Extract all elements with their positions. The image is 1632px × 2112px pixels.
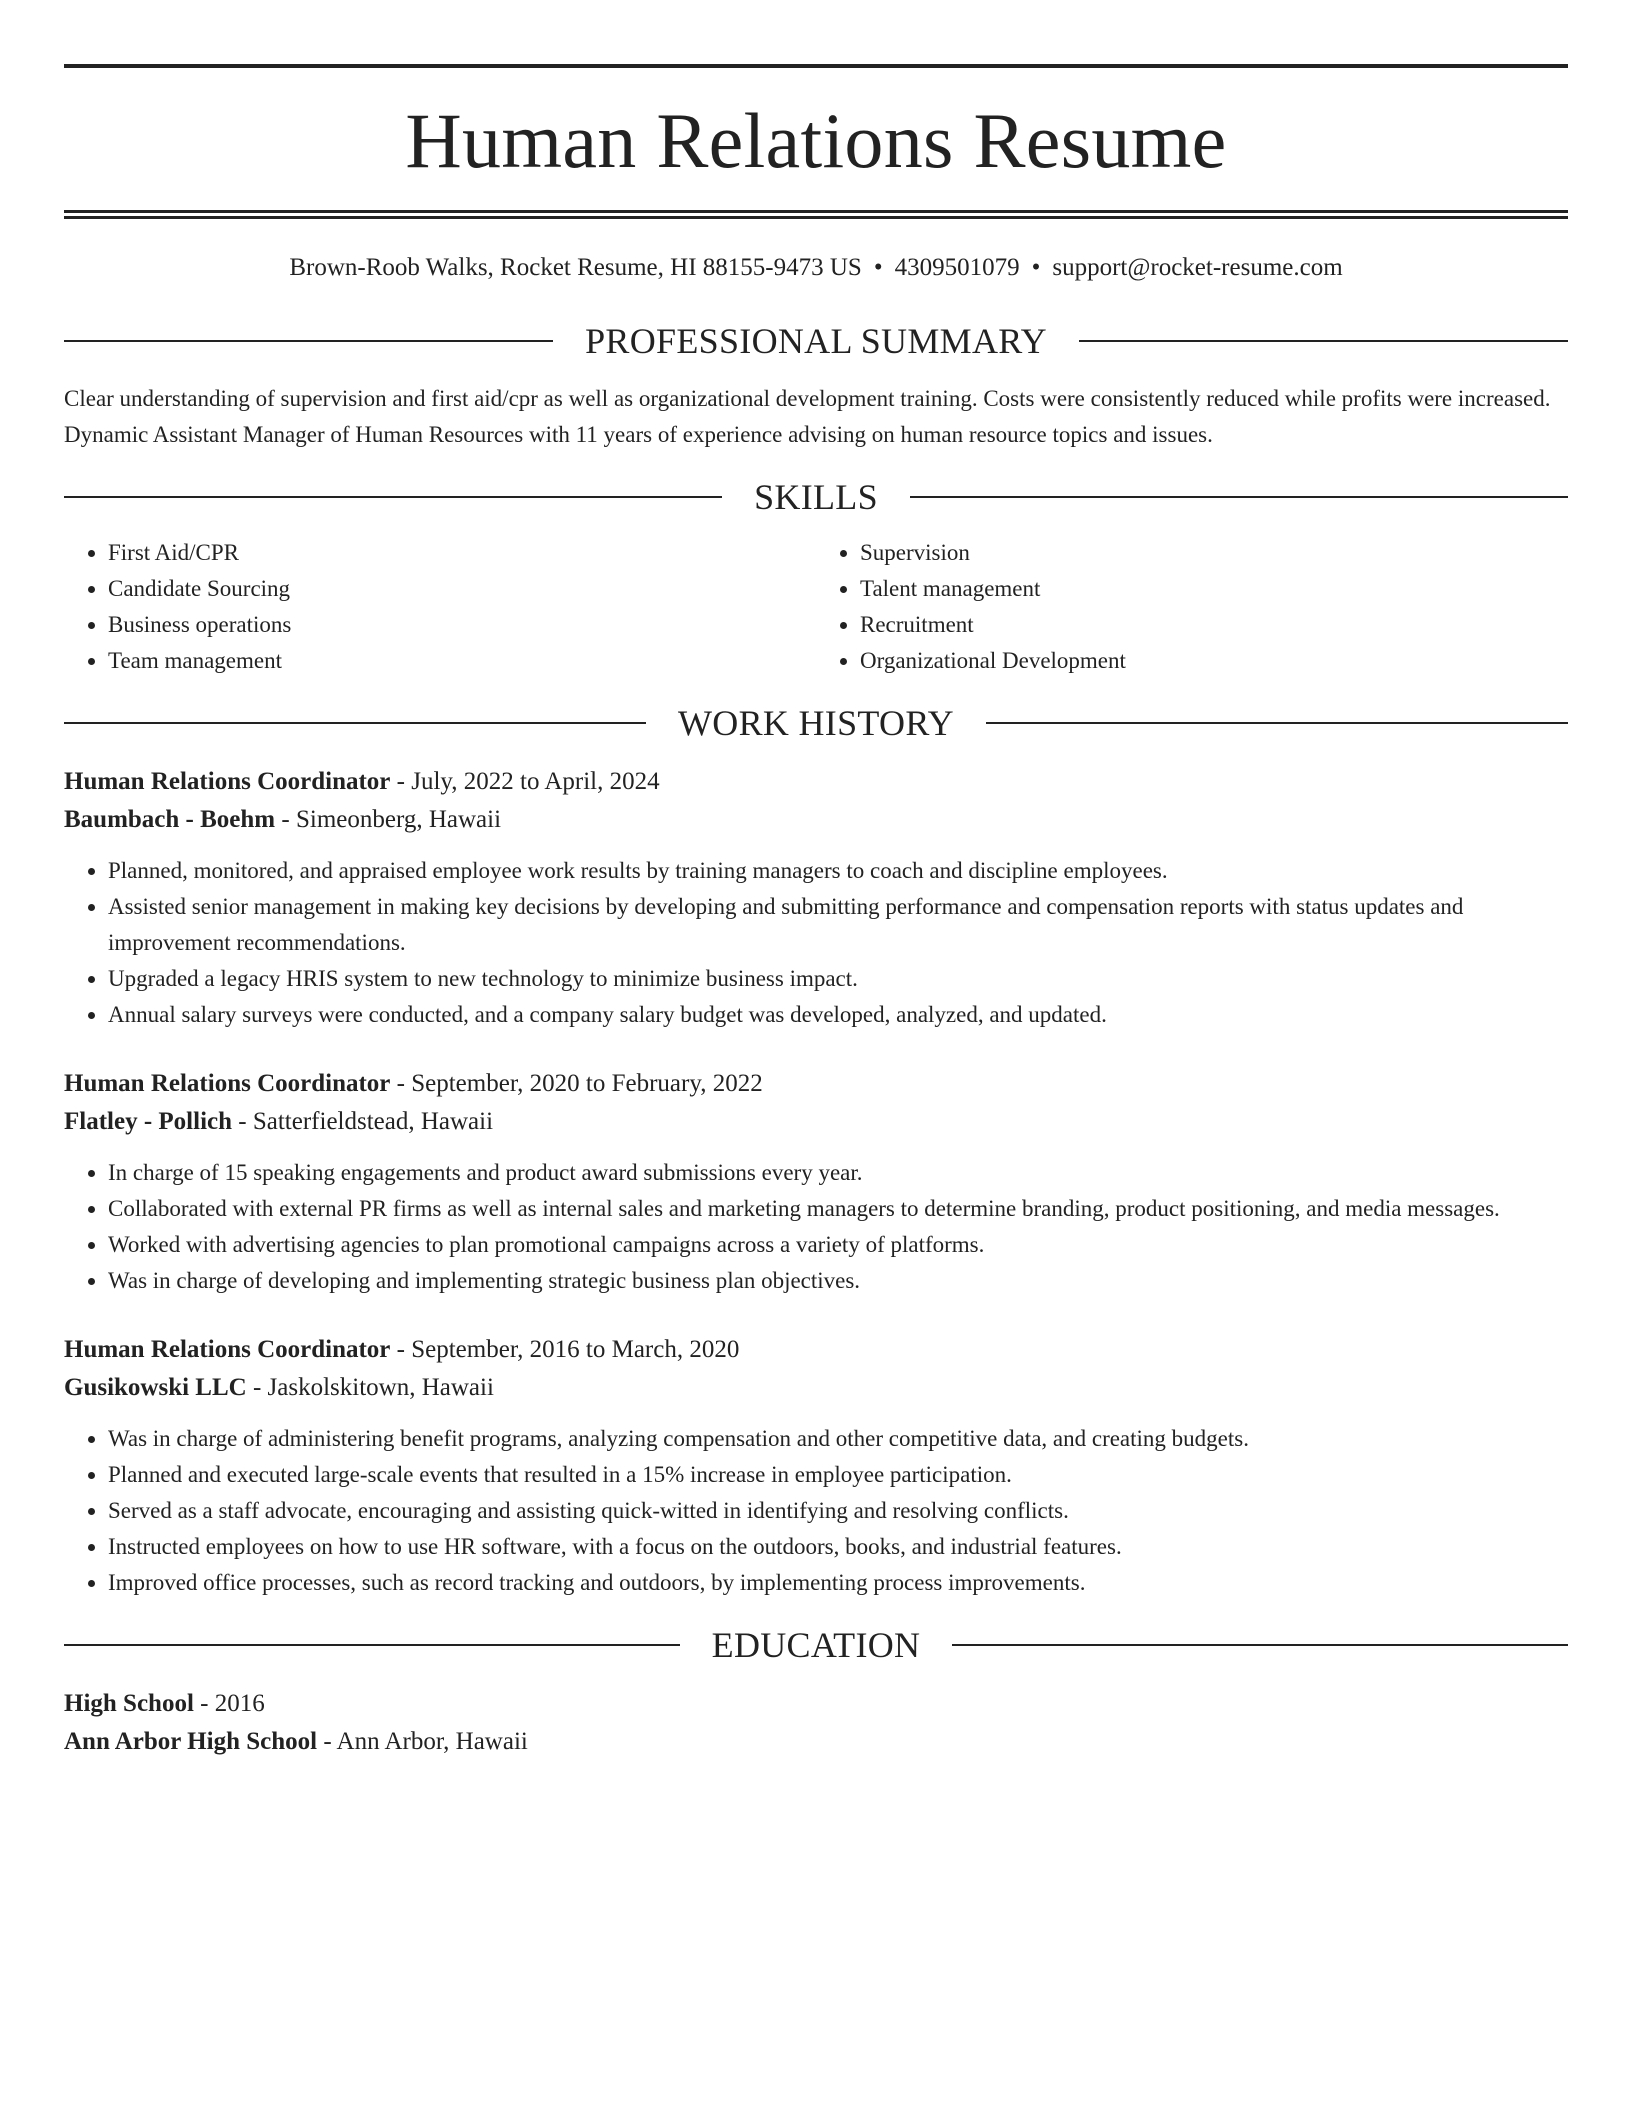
job-bullet: • Collaborated with external PR firms as well as internal sales and marketing managers to determine branding, product positioning, and media messages. (108, 1191, 1568, 1227)
section-heading-education (64, 1627, 1568, 1663)
job-title: Human Relations Coordinator (64, 768, 391, 795)
job-company: Gusikowski LLC (64, 1374, 247, 1401)
job-entry (64, 763, 1568, 1033)
job-dates: - September, 2020 to February, 2022 (390, 1070, 763, 1097)
section-heading-summary (64, 323, 1568, 359)
education-school: Ann Arbor High School (64, 1728, 318, 1755)
section-title: EDUCATION (711, 1625, 921, 1665)
job-bullet: • Worked with advertising agencies to plan promotional campaigns across a variety of platforms. (108, 1227, 1568, 1263)
job-dates: - July, 2022 to April, 2024 (390, 768, 660, 795)
top-rule (64, 64, 1568, 68)
education-year: - 2016 (193, 1690, 265, 1717)
contact-separator: • (1031, 254, 1041, 281)
heading-rule (64, 722, 646, 724)
summary-text: Clear understanding of supervision and first aid/cpr as well as organizational development training. Costs were consistently reduced while profits were increased. Dynamic Assistant Manager of Human Resources with 11 years of experience advising on human resource topics and issues. (64, 386, 1551, 447)
job-title: Human Relations Coordinator (64, 1070, 391, 1097)
skill-item: • First Aid/CPR (108, 535, 816, 571)
job-location: - Jaskolskitown, Hawaii (246, 1374, 494, 1401)
skill-item: • Recruitment (860, 607, 1568, 643)
job-bullet: • Served as a staff advocate, encouraging and assisting quick-witted in identifying and resolving conflicts. (108, 1493, 1568, 1529)
job-bullet: • Planned and executed large-scale events that resulted in a 15% increase in employee participation. (108, 1457, 1568, 1493)
resume-title: Human Relations Resume (405, 97, 1227, 184)
skill-item: • Supervision (860, 535, 1568, 571)
job-bullets (64, 853, 1568, 1033)
job-dates: - September, 2016 to March, 2020 (390, 1336, 740, 1363)
education-degree: High School (64, 1690, 194, 1717)
job-location: - Simeonberg, Hawaii (275, 806, 502, 833)
job-bullet: • Instructed employees on how to use HR software, with a focus on the outdoors, books, and industrial features. (108, 1529, 1568, 1565)
title-double-rule (64, 210, 1568, 219)
job-company: Flatley - Pollich (64, 1108, 233, 1135)
section-title: PROFESSIONAL SUMMARY (585, 321, 1047, 361)
heading-rule (64, 1644, 680, 1646)
section-title: SKILLS (754, 477, 878, 517)
skills-column-right (816, 535, 1568, 679)
job-title-line (64, 763, 1568, 801)
contact-phone: 4309501079 (894, 254, 1020, 281)
skill-item: • Organizational Development (860, 643, 1568, 679)
heading-rule (64, 496, 722, 498)
heading-rule (1079, 340, 1568, 342)
job-title-line (64, 1065, 1568, 1103)
job-bullet: • Upgraded a legacy HRIS system to new technology to minimize business impact. (108, 961, 1568, 997)
job-entry (64, 1065, 1568, 1299)
job-company-line (64, 801, 1568, 839)
education-degree-line (64, 1685, 1568, 1723)
section-heading-work-history (64, 705, 1568, 741)
contact-address: Brown-Roob Walks, Rocket Resume, HI 88155-9473 US (289, 254, 862, 281)
job-bullets (64, 1421, 1568, 1601)
job-entry (64, 1331, 1568, 1601)
job-bullet: • Improved office processes, such as record tracking and outdoors, by implementing process improvements. (108, 1565, 1568, 1601)
job-bullet: • In charge of 15 speaking engagements and product award submissions every year. (108, 1155, 1568, 1191)
skills-list (64, 535, 1568, 679)
resume-page (64, 64, 1568, 1761)
skill-item: • Candidate Sourcing (108, 571, 816, 607)
skill-item: • Business operations (108, 607, 816, 643)
contact-line (64, 253, 1568, 283)
contact-email: support@rocket-resume.com (1052, 254, 1343, 281)
skill-item: • Team management (108, 643, 816, 679)
education-location: - Ann Arbor, Hawaii (317, 1728, 528, 1755)
heading-rule (64, 340, 553, 342)
job-bullet: • Was in charge of administering benefit programs, analyzing compensation and other competitive data, and creating budgets. (108, 1421, 1568, 1457)
heading-rule (910, 496, 1568, 498)
job-title: Human Relations Coordinator (64, 1336, 391, 1363)
education-school-line (64, 1723, 1568, 1761)
heading-rule (986, 722, 1568, 724)
job-title-line (64, 1331, 1568, 1369)
job-bullet: • Assisted senior management in making key decisions by developing and submitting performance and compensation reports with status updates and improvement recommendations. (108, 889, 1568, 961)
job-bullets (64, 1155, 1568, 1299)
contact-separator: • (873, 254, 883, 281)
job-company-line (64, 1103, 1568, 1141)
job-bullet: • Was in charge of developing and implementing strategic business plan objectives. (108, 1263, 1568, 1299)
skills-column-left (64, 535, 816, 679)
job-company-line (64, 1369, 1568, 1407)
job-location: - Satterfieldstead, Hawaii (232, 1108, 494, 1135)
job-company: Baumbach - Boehm (64, 806, 276, 833)
job-bullet: • Annual salary surveys were conducted, and a company salary budget was developed, analyzed, and updated. (108, 997, 1568, 1033)
section-heading-skills (64, 479, 1568, 515)
skill-item: • Talent management (860, 571, 1568, 607)
job-bullet: • Planned, monitored, and appraised employee work results by training managers to coach and discipline employees. (108, 853, 1568, 889)
education-entry (64, 1685, 1568, 1761)
section-title: WORK HISTORY (678, 703, 954, 743)
heading-rule (952, 1644, 1568, 1646)
